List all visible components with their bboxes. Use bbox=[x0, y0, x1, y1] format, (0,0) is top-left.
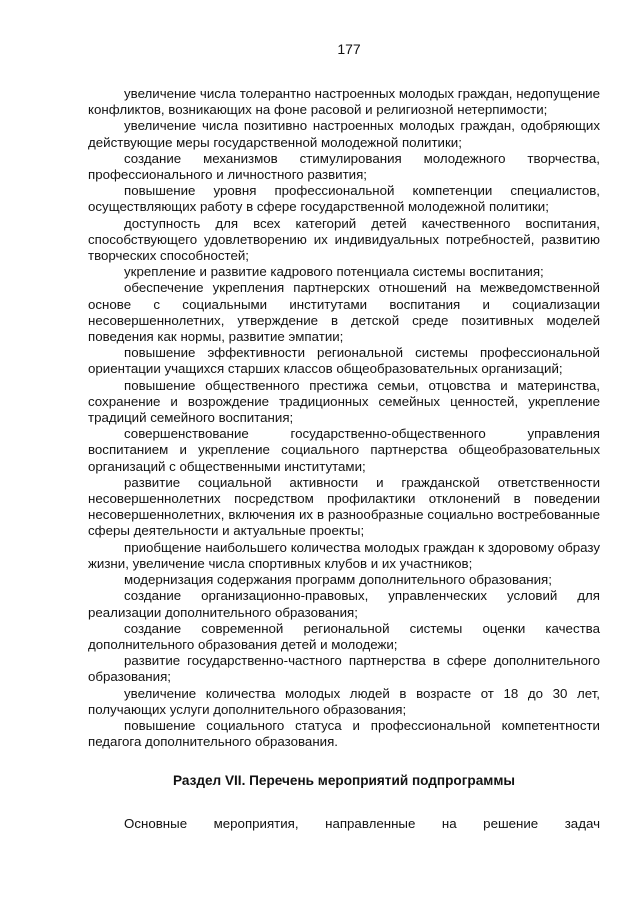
list-item: развитие социальной активности и гражданской ответственности несовершеннолетних посредством профилактики отклонений в поведении несовершеннолетних, включения их в разнообразные социально востребованные сферы деятельности и актуальные проекты; bbox=[88, 474, 600, 539]
list-item: доступность для всех категорий детей качественного воспитания, способствующего удовлетворению их индивидуальных потребностей, развитию творческих способностей; bbox=[88, 215, 600, 264]
list-item: повышение социального статуса и профессиональной компетентности педагога дополнительного образования. bbox=[88, 717, 600, 750]
list-item: повышение эффективности региональной системы профессиональной ориентации учащихся старших классов общеобразовательных организаций; bbox=[88, 345, 600, 377]
section-intro-line: Основные мероприятия, направленные на решение задач bbox=[124, 816, 600, 832]
list-item: увеличение числа толерантно настроенных молодых граждан, недопущение конфликтов, возникающих на фоне расовой и религиозной нетерпимости; bbox=[88, 86, 600, 118]
list-item: создание организационно-правовых, управленческих условий для реализации дополнительного образования; bbox=[88, 588, 600, 620]
list-item: повышение общественного престижа семьи, отцовства и материнства, сохранение и возрождение традиционных семейных ценностей, укрепление традиций семейного воспитания; bbox=[88, 377, 600, 426]
list-item: совершенствование государственно-общественного управления воспитанием и укрепление социального партнерства общеобразовательных организаций с общественными институтами; bbox=[88, 426, 600, 474]
list-item: создание современной региональной системы оценки качества дополнительного образования детей и молодежи; bbox=[88, 620, 600, 652]
list-item: обеспечение укрепления партнерских отношений на межведомственной основе с социальными институтами воспитания и социализации несовершеннолетних, утверждение в детской среде позитивных моделей поведения как нормы, развитие эмпатии; bbox=[88, 280, 600, 345]
page-number: 177 bbox=[337, 41, 361, 57]
list-item: модернизация содержания программ дополнительного образования; bbox=[124, 572, 552, 588]
list-item: увеличение числа позитивно настроенных молодых граждан, одобряющих действующие меры государственной молодежной политики; bbox=[88, 118, 600, 150]
list-item: развитие государственно-частного партнерства в сфере дополнительного образования; bbox=[88, 653, 600, 685]
list-item: повышение уровня профессиональной компетенции специалистов, осуществляющих работу в сфере государственной молодежной политики; bbox=[88, 183, 600, 215]
section-title: Раздел VII. Перечень мероприятий подпрограммы bbox=[172, 773, 515, 789]
list-item: приобщение наибольшего количества молодых граждан к здоровому образу жизни, увеличение числа спортивных клубов и их участников; bbox=[88, 539, 600, 571]
expected-results-list bbox=[88, 86, 600, 750]
list-item: увеличение количества молодых людей в возрасте от 18 до 30 лет, получающих услуги дополнительного образования; bbox=[88, 685, 600, 717]
list-item: создание механизмов стимулирования молодежного творчества, профессионального и личностного развития; bbox=[88, 150, 600, 183]
document-page bbox=[88, 40, 600, 833]
list-item: укрепление и развитие кадрового потенциала системы воспитания; bbox=[124, 264, 544, 280]
